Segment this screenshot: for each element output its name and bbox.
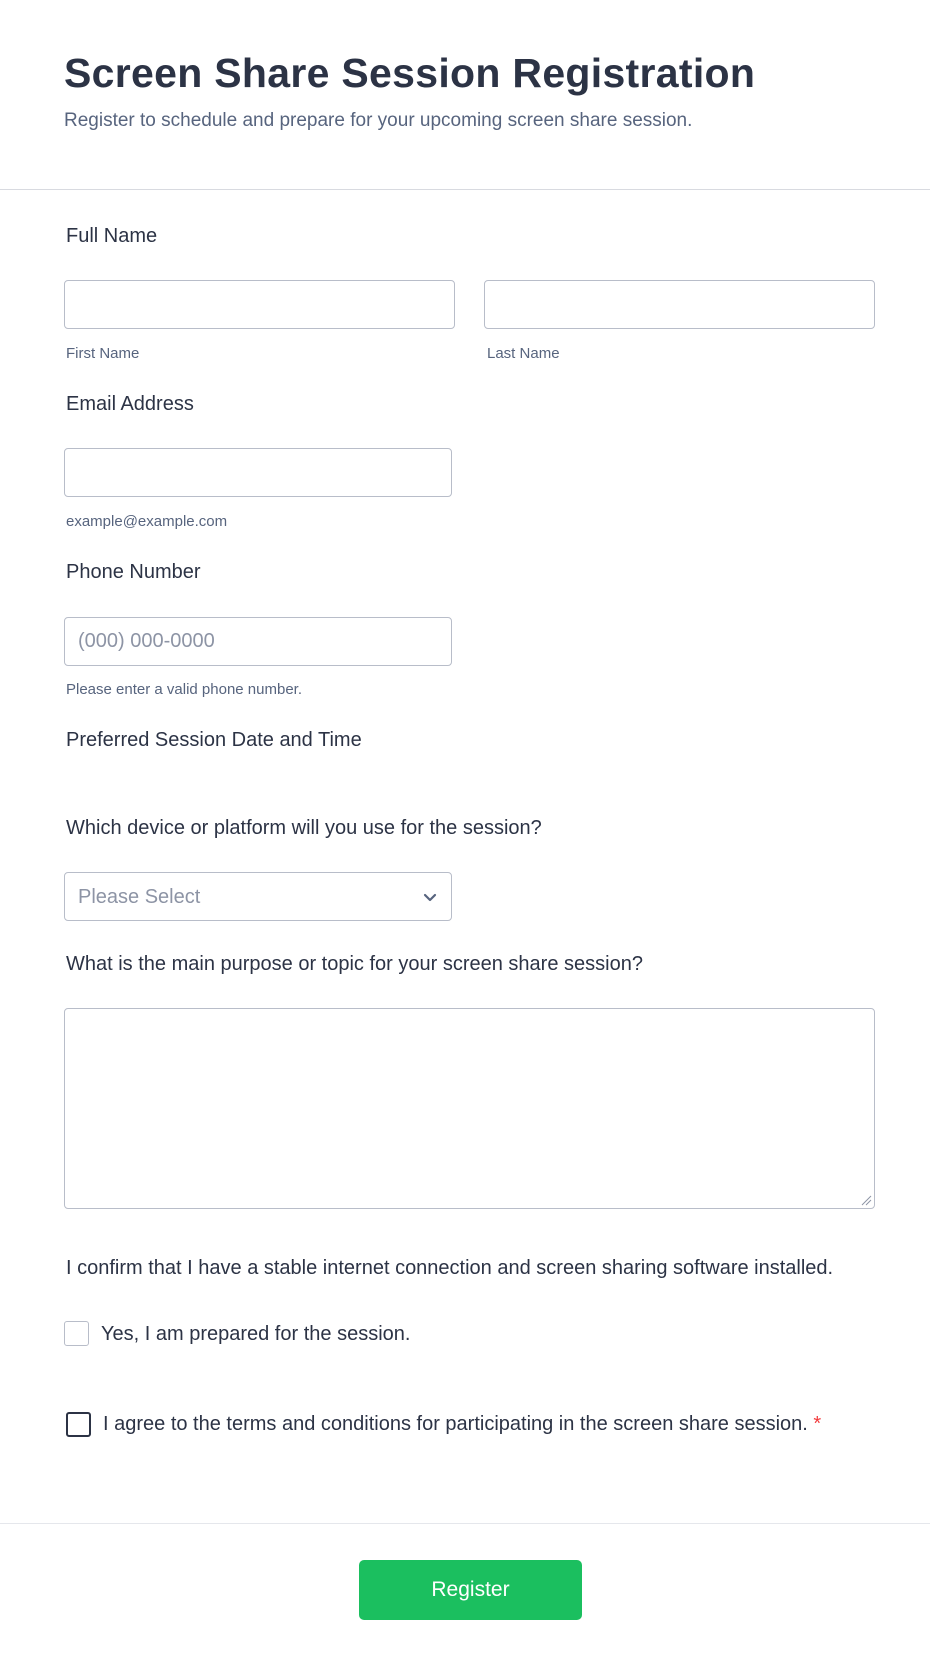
register-button[interactable]: Register [359,1560,582,1620]
device-select-value: Please Select [78,886,201,908]
purpose-textarea[interactable] [64,1008,875,1209]
phone-input[interactable] [64,617,452,666]
device-select[interactable] [64,872,452,921]
terms-label [64,1411,834,1438]
phone-sublabel: Please enter a valid phone number. [66,681,302,698]
page-title: Screen Share Session Registration [64,50,756,96]
first-name-input[interactable] [64,280,455,329]
email-label: Email Address [66,393,194,415]
confirm-label: I confirm that I have a stable internet connection and screen sharing software installed. [66,1257,834,1279]
prepared-checkbox[interactable] [64,1321,89,1346]
first-name-sublabel: First Name [66,345,140,362]
page-subtitle: Register to schedule and prepare for your upcoming screen share session. [64,110,693,131]
resize-handle-icon[interactable] [860,1194,872,1206]
session-datetime-label: Preferred Session Date and Time [66,729,362,751]
form-header [0,0,930,190]
purpose-label: What is the main purpose or topic for your screen share session? [66,953,643,975]
terms-label-text: I agree to the terms and conditions for participating in the screen share session. [103,1413,808,1435]
last-name-sublabel: Last Name [487,345,560,362]
full-name-label: Full Name [66,225,158,247]
device-label: Which device or platform will you use for the session? [66,817,542,839]
email-sublabel: example@example.com [66,513,228,530]
email-input[interactable] [64,448,452,497]
last-name-input[interactable] [484,280,875,329]
required-marker: * [813,1413,822,1435]
chevron-down-icon [421,888,439,906]
phone-label: Phone Number [66,561,201,583]
prepared-option-label: Yes, I am prepared for the session. [101,1323,411,1345]
